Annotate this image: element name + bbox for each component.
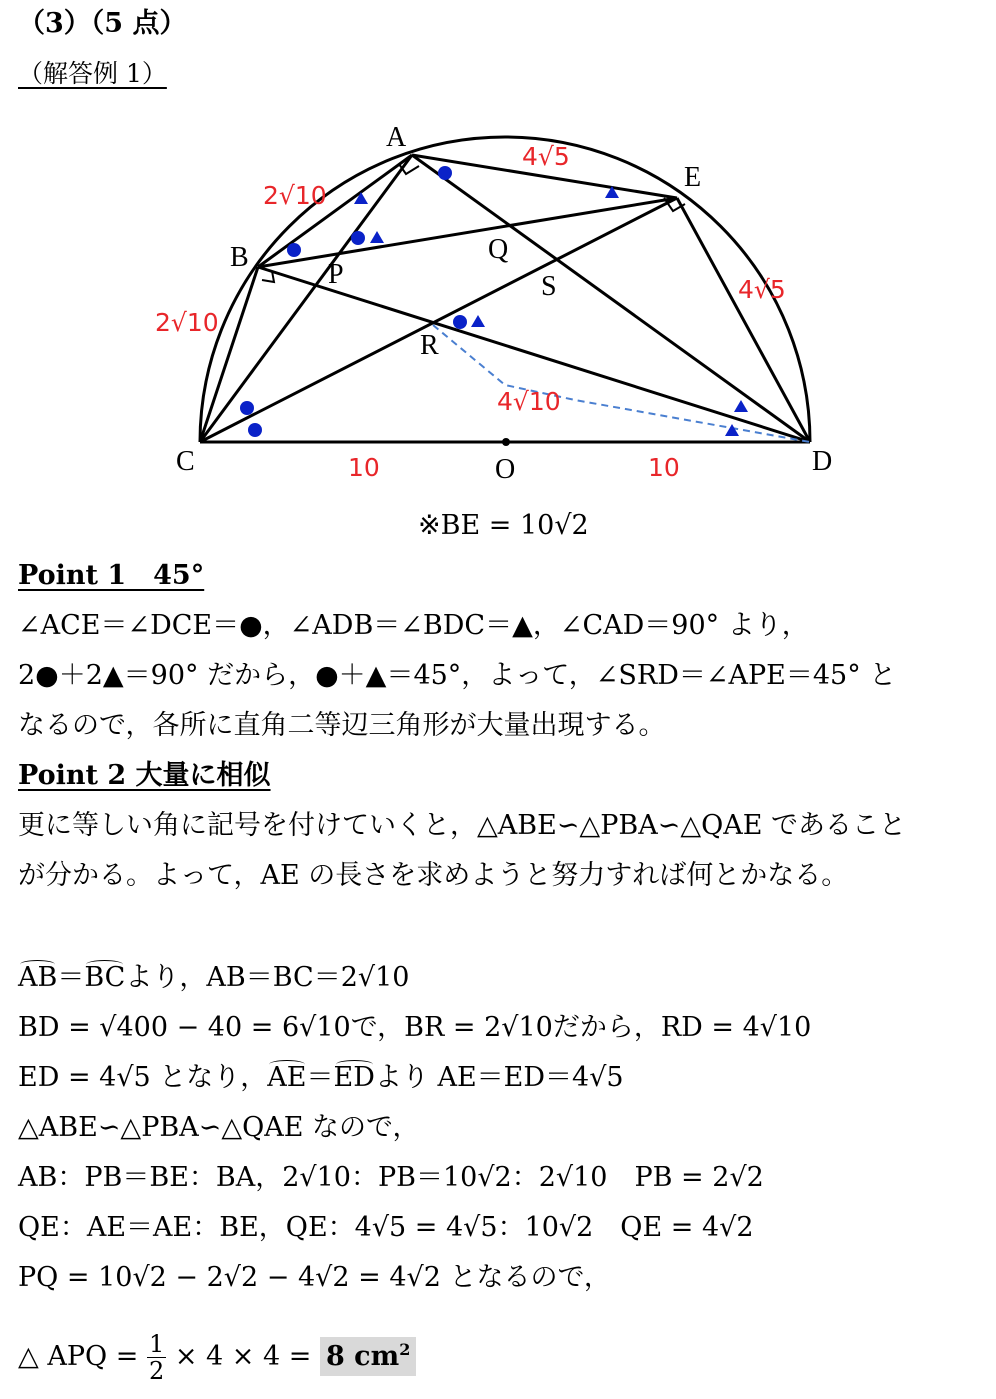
length-co: 10 — [348, 453, 380, 482]
geometry-figure — [0, 110, 996, 500]
circle-mark — [438, 166, 452, 180]
point2-line-2: が分かる。よって，AE の長さを求めようと努力すれば何とかなる。 — [18, 860, 849, 891]
circle-mark — [240, 401, 254, 415]
fraction-numerator: 1 — [148, 1330, 165, 1358]
solution-line-3 — [18, 1062, 624, 1094]
point1-line-3: なるので，各所に直角二等辺三角形が大量出現する。 — [18, 710, 666, 741]
point2-title: Point 2 大量に相似 — [18, 760, 271, 791]
arc-bc: BC — [84, 962, 126, 993]
solution-line-6: QE：AE＝AE：BE，QE：4√5 = 4√5：10√2 QE = 4√2 — [18, 1212, 754, 1243]
arc-ab: AB — [18, 962, 58, 993]
label-d: D — [812, 446, 833, 477]
solution-line-3-pre: ED = 4√5 となり， — [18, 1062, 268, 1093]
length-ab: 2√10 — [263, 181, 327, 210]
label-a: A — [386, 122, 407, 153]
triangle-mark — [370, 231, 384, 243]
segment-ab — [258, 155, 412, 267]
arc-ae: AE — [267, 1062, 307, 1093]
triangle-mark — [471, 315, 485, 327]
solution-line-5: AB：PB＝BE：BA，2√10：PB＝10√2：2√10 PB = 2√2 — [18, 1162, 764, 1193]
solution-line-2: BD = √400 − 40 = 6√10で，BR = 2√10だから，RD = 4√10 — [18, 1012, 812, 1043]
solution-line-3-rest: より AE＝ED＝4√5 — [374, 1062, 624, 1093]
solution-line-4: △ABE∽△PBA∽△QAE なので， — [18, 1112, 420, 1143]
example-label: （解答例 1） — [18, 59, 167, 88]
equals: ＝ — [306, 1062, 334, 1093]
label-c: C — [176, 446, 195, 477]
point1-line-1: ∠ACE＝∠DCE＝●，∠ADB＝∠BDC＝▲，∠CAD＝90° より， — [18, 610, 809, 641]
circle-mark — [351, 231, 365, 245]
length-ed: 4√5 — [738, 275, 786, 304]
length-rd: 4√10 — [497, 387, 561, 416]
label-s: S — [541, 271, 557, 302]
circle-mark — [453, 315, 467, 329]
final-answer — [320, 1337, 416, 1376]
label-b: B — [230, 242, 249, 273]
circle-mark — [287, 243, 301, 257]
problem-number: （3）（5 点） — [18, 8, 187, 39]
right-angle-a — [399, 164, 419, 174]
answer-exponent: 2 — [399, 1340, 411, 1359]
triangle-mark — [725, 424, 739, 436]
length-ae: 4√5 — [522, 142, 570, 171]
label-e: E — [684, 162, 702, 193]
point1-line-2: 2●＋2▲＝90° だから，●＋▲＝45°，よって，∠SRD＝∠APE＝45° と — [18, 660, 897, 691]
label-p: P — [328, 259, 344, 290]
label-q: Q — [488, 234, 509, 265]
fraction-half — [147, 1331, 166, 1384]
arc-ed: ED — [333, 1062, 375, 1093]
area-lhs: △ APQ = — [18, 1341, 139, 1372]
length-od: 10 — [648, 453, 680, 482]
area-mid: × 4 × 4 = — [174, 1341, 312, 1372]
solution-line-7: PQ = 10√2 − 2√2 − 4√2 = 4√2 となるので， — [18, 1262, 611, 1293]
point2-line-1: 更に等しい角に記号を付けていくと，△ABE∽△PBA∽△QAE であること — [18, 810, 907, 841]
circle-mark — [248, 423, 262, 437]
label-o: O — [495, 454, 516, 485]
right-angle-b — [262, 271, 274, 282]
label-r: R — [420, 330, 439, 361]
solution-line-1 — [18, 962, 409, 994]
figure-note: ※BE = 10√2 — [418, 510, 589, 541]
center-o — [502, 438, 510, 446]
fraction-denominator: 2 — [148, 1357, 165, 1385]
solution-line-8 — [18, 1330, 416, 1384]
triangle-mark — [734, 400, 748, 412]
equals: ＝ — [57, 962, 85, 993]
answer-value: 8 cm — [325, 1341, 400, 1372]
solution-line-1-rest: より，AB＝BC＝2√10 — [125, 962, 410, 993]
length-bc: 2√10 — [155, 308, 219, 337]
point1-title: Point 1 45° — [18, 560, 205, 591]
